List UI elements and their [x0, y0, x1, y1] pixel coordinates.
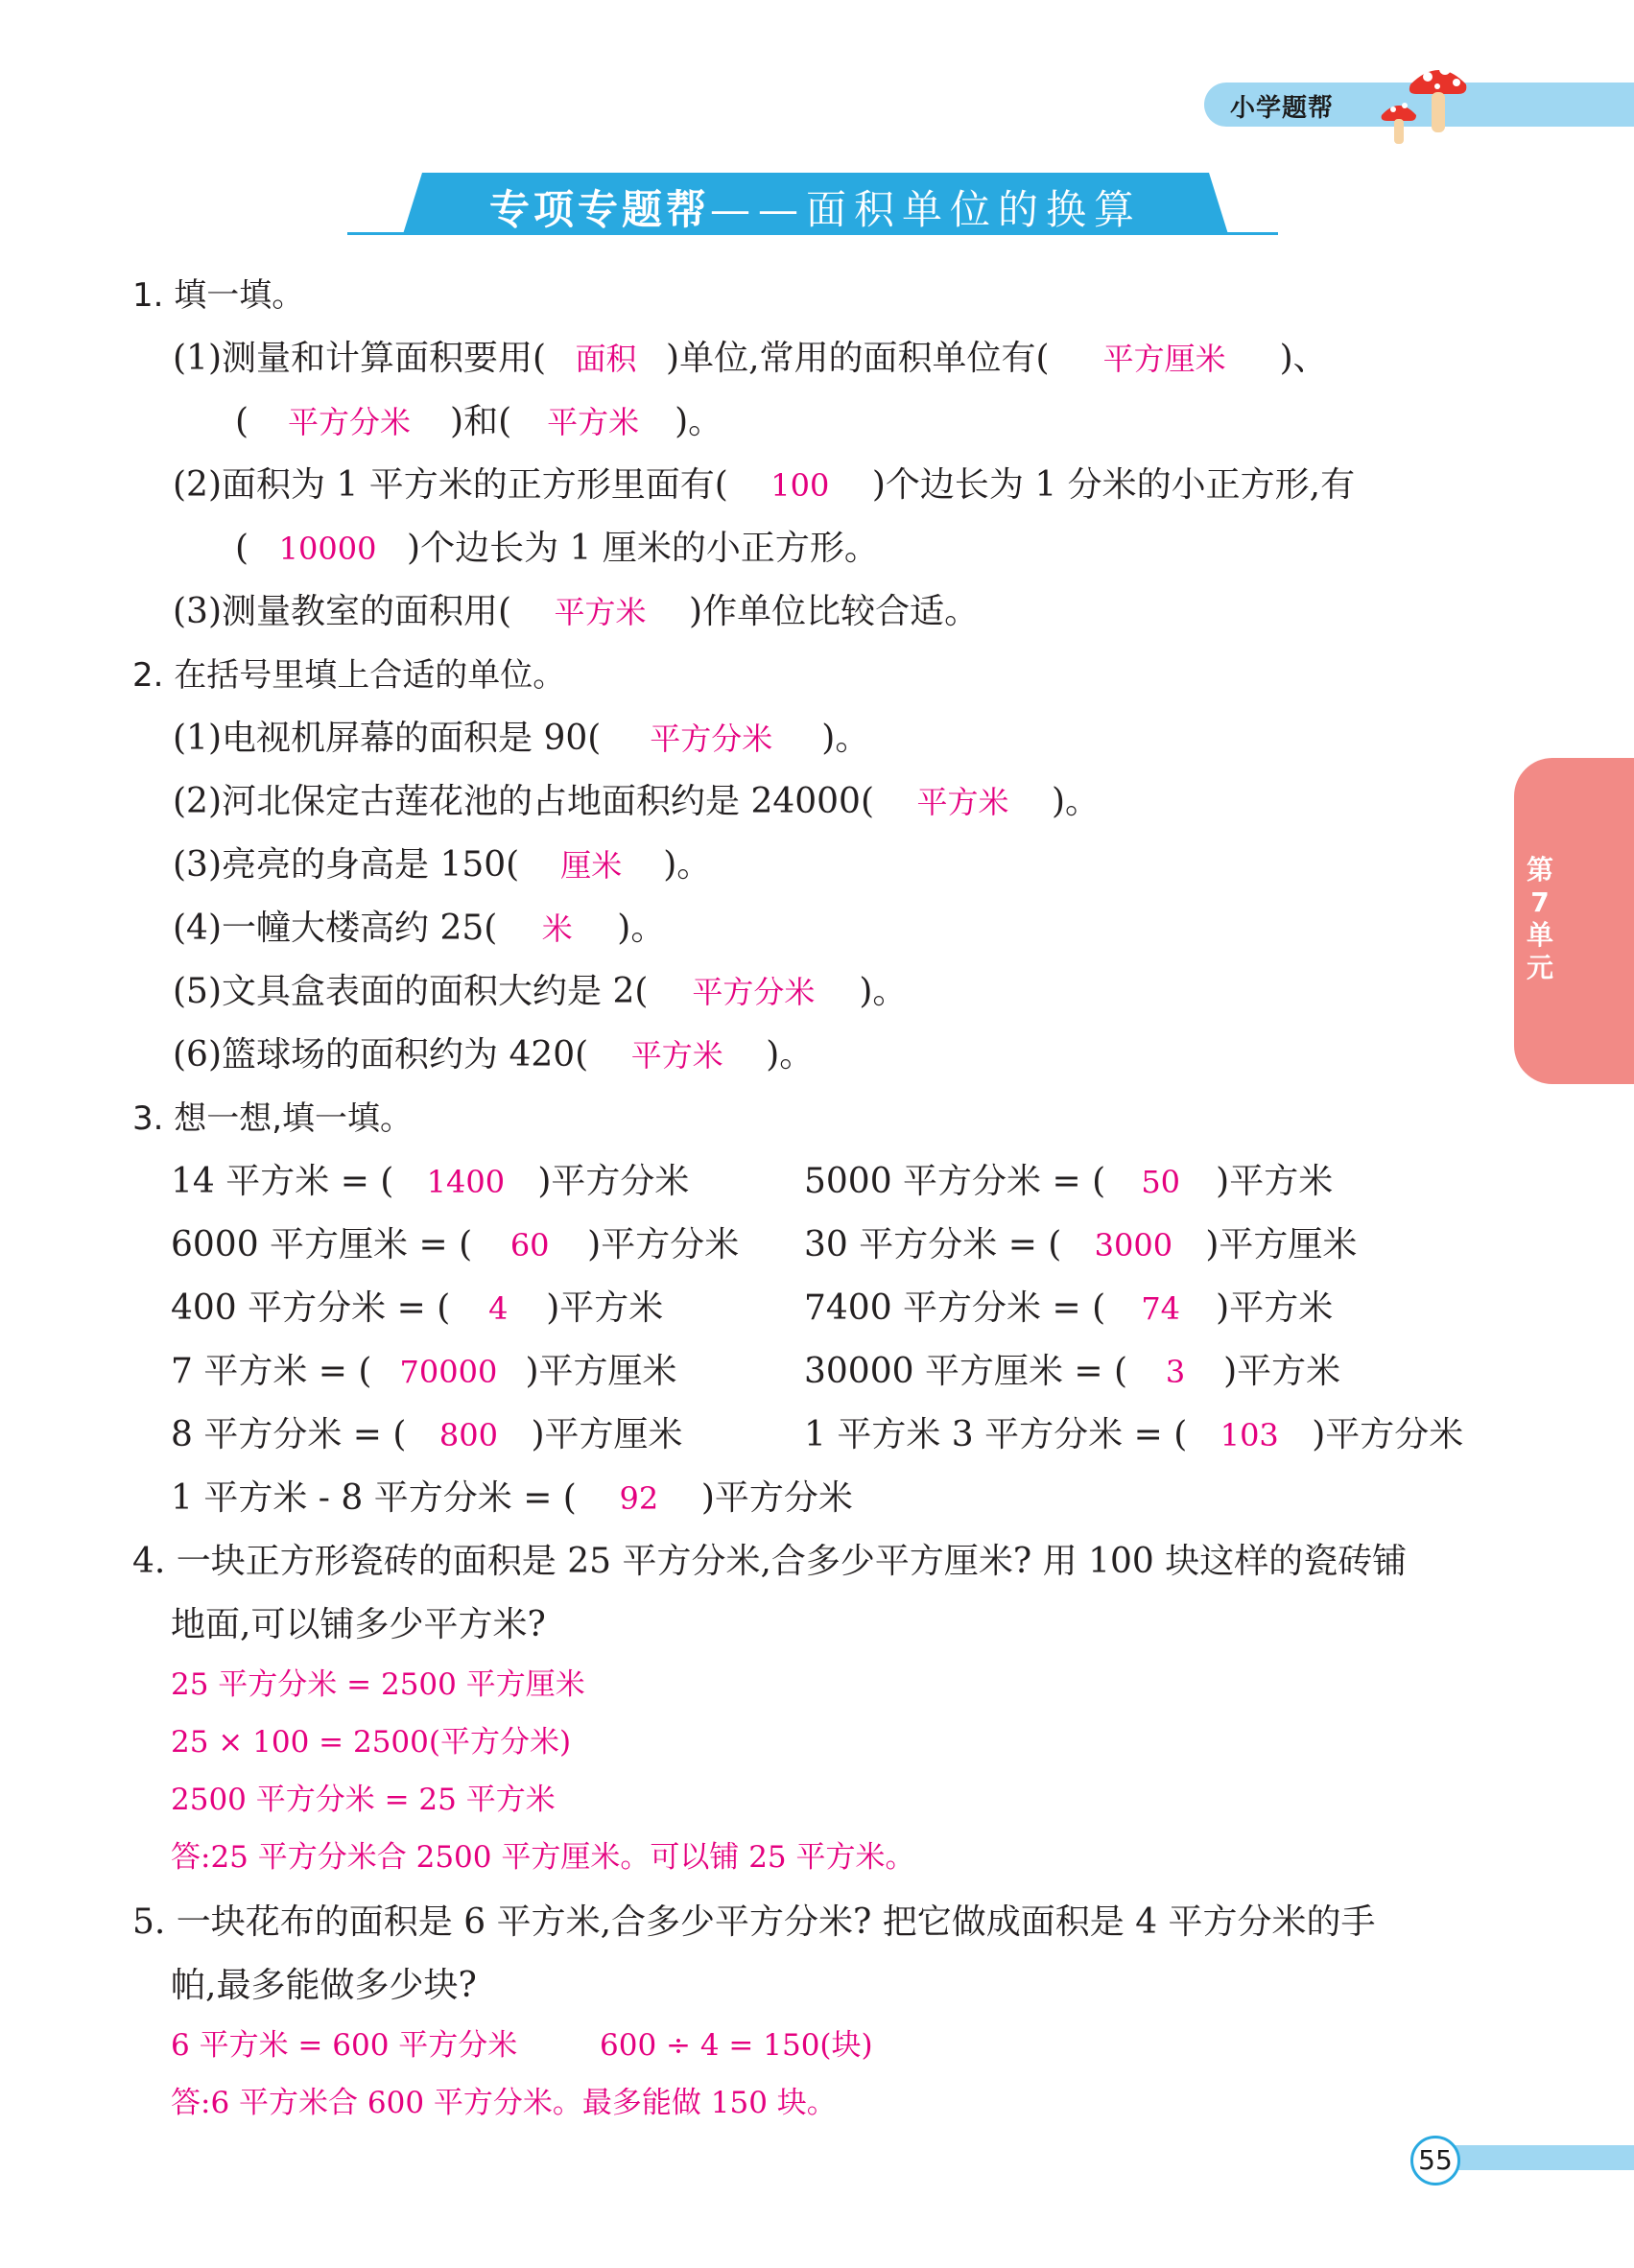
page-title: 专项专题帮——面积单位的换算	[488, 186, 1143, 233]
q2-item: (6)篮球场的面积约为 420( 平方米 )。	[173, 1032, 814, 1078]
q1-part3: (3)测量教室的面积用( 平方米 )作单位比较合适。	[173, 589, 979, 635]
q3-right-item: 30000 平方厘米 = ( 3 )平方米	[804, 1349, 1340, 1395]
q1-part2-line1: (2)面积为 1 平方米的正方形里面有( 100 )个边长为 1 分米的小正方形,有	[173, 462, 1355, 508]
unit-label: 第7单元	[1526, 854, 1553, 983]
q3-right-item: 7400 平方分米 = ( 74 )平方米	[804, 1286, 1333, 1332]
answer-text: 60	[509, 1227, 550, 1264]
answer-text: 3	[1165, 1354, 1186, 1390]
q1-part1-line2: ( 平方分米 )和( 平方米 )。	[235, 399, 722, 445]
q3-left-item: 7 平方米 = ( 70000 )平方厘米	[171, 1349, 677, 1395]
answer-text: 92	[619, 1480, 659, 1517]
answer-text: 100	[770, 467, 830, 504]
q4-final-answer: 答:25 平方分米合 2500 平方厘米。可以铺 25 平方米。	[171, 1840, 915, 1875]
answer-text: 米	[541, 910, 573, 947]
answer-text: 103	[1220, 1417, 1279, 1453]
q2-heading: 2. 在括号里填上合适的单位。	[132, 656, 566, 695]
q4-question-line2: 地面,可以铺多少平方米?	[171, 1605, 546, 1644]
answer-text: 厘米	[560, 847, 623, 884]
answer-text: 800	[438, 1417, 498, 1453]
q4-answer-step: 2500 平方分米 = 25 平方米	[171, 1783, 556, 1817]
page-number-bar	[1437, 2145, 1634, 2170]
answer-text: 面积	[575, 341, 637, 377]
answer-text: 平方米	[630, 1037, 723, 1074]
q2-item: (1)电视机屏幕的面积是 90( 平方分米 )。	[173, 716, 869, 762]
answer-text: 3000	[1094, 1227, 1173, 1264]
q2-item: (3)亮亮的身高是 150( 厘米 )。	[173, 842, 711, 888]
answer-text: 平方米	[547, 404, 640, 440]
q3-left-item: 14 平方米 = ( 1400 )平方分米	[171, 1159, 689, 1205]
answer-text: 平方米	[916, 784, 1009, 820]
q2-item: (5)文具盒表面的面积大约是 2( 平方分米 )。	[173, 969, 907, 1015]
q3-left-item: 400 平方分米 = ( 4 )平方米	[171, 1286, 663, 1332]
q4-answer-step: 25 平方分米 = 2500 平方厘米	[171, 1667, 585, 1702]
q3-right-item: 5000 平方分米 = ( 50 )平方米	[804, 1159, 1333, 1205]
q5-answer-step: 600 ÷ 4 = 150(块)	[600, 2028, 873, 2063]
answer-text: 1400	[426, 1164, 506, 1200]
answer-text: 10000	[278, 531, 377, 567]
q1-part1-line1: (1)测量和计算面积要用( 面积 )单位,常用的面积单位有( 平方厘米 )、	[173, 336, 1328, 382]
answer-text: 平方分米	[288, 404, 412, 440]
q5-question-line1: 5. 一块花布的面积是 6 平方米,合多少平方分米? 把它做成面积是 4 平方分米的手	[132, 1902, 1376, 1942]
answer-text: 平方分米	[650, 721, 773, 757]
q5-answer-step: 6 平方米 = 600 平方分米	[171, 2028, 518, 2063]
q3-right-item: 30 平方分米 = ( 3000 )平方厘米	[804, 1222, 1357, 1268]
answer-text: 50	[1141, 1164, 1181, 1200]
q2-item: (2)河北保定古莲花池的占地面积约是 24000( 平方米 )。	[173, 779, 1100, 825]
q1-part2-line2: ( 10000 )个边长为 1 厘米的小正方形。	[235, 526, 879, 572]
answer-text: 74	[1141, 1290, 1181, 1327]
answer-text: 平方分米	[692, 974, 816, 1010]
q3-left-item: 1 平方米 - 8 平方分米 = ( 92 )平方分米	[171, 1476, 853, 1522]
q5-question-line2: 帕,最多能做多少块?	[171, 1966, 477, 2005]
answer-text: 70000	[399, 1354, 498, 1390]
q2-item: (4)一幢大楼高约 25( 米 )。	[173, 906, 665, 952]
answer-text: 4	[488, 1290, 509, 1327]
q3-left-item: 8 平方分米 = ( 800 )平方厘米	[171, 1412, 683, 1458]
q4-answer-step: 25 × 100 = 2500(平方分米)	[171, 1725, 572, 1760]
answer-text: 平方厘米	[1102, 341, 1226, 377]
mushroom-icon	[1353, 56, 1478, 152]
q3-right-item: 1 平方米 3 平方分米 = ( 103 )平方分米	[804, 1412, 1463, 1458]
q4-question-line1: 4. 一块正方形瓷砖的面积是 25 平方分米,合多少平方厘米? 用 100 块这样的瓷砖铺	[132, 1542, 1408, 1581]
q3-left-item: 6000 平方厘米 = ( 60 )平方分米	[171, 1222, 739, 1268]
q5-final-answer: 答:6 平方米合 600 平方分米。最多能做 150 块。	[171, 2086, 837, 2120]
answer-text: 平方米	[554, 594, 647, 630]
brand-name: 小学题帮	[1230, 94, 1335, 123]
q3-heading: 3. 想一想,填一填。	[132, 1099, 414, 1138]
q1-heading: 1. 填一填。	[132, 276, 305, 315]
page-number: 55	[1410, 2136, 1460, 2185]
